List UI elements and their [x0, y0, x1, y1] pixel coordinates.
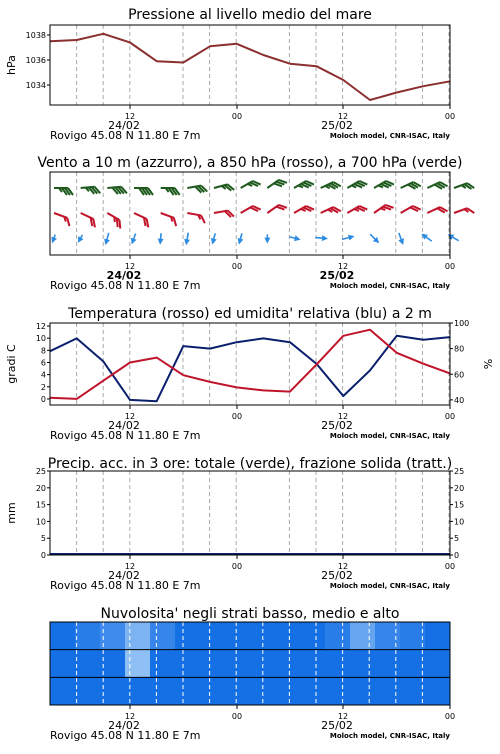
- cloud-cell: [350, 650, 376, 678]
- day-label: 25/02: [321, 569, 353, 582]
- panel-2: [37, 155, 474, 292]
- cloud-cell: [125, 650, 151, 678]
- cloud-cell: [100, 622, 126, 650]
- cloud-cell: [300, 622, 326, 650]
- grid-lines: [77, 323, 449, 405]
- arrow-head: [398, 238, 406, 246]
- wind-barb: [374, 202, 394, 219]
- y-axis-label-right: %: [482, 358, 495, 370]
- x-tick-label: 12: [124, 112, 136, 121]
- pressure-line: [50, 34, 450, 100]
- cloud-cell: [425, 677, 451, 705]
- arrow-head: [348, 233, 355, 240]
- time-axis: [50, 255, 455, 292]
- day-label: 24/02: [106, 269, 142, 282]
- wind-arrow: [446, 232, 460, 244]
- panel-border: [50, 471, 450, 555]
- panel-border: [50, 323, 450, 405]
- arrow-head: [264, 238, 270, 244]
- cloud-cell: [325, 650, 351, 678]
- wind-arrow: [183, 232, 191, 246]
- cloud-cell: [225, 677, 251, 705]
- cloud-cell: [300, 650, 326, 678]
- wind-barb: [187, 185, 207, 195]
- wind-barb: [321, 205, 341, 219]
- wind-barb: [401, 180, 421, 194]
- y-tick-label: 100: [454, 319, 470, 328]
- cloud-cell: [100, 650, 126, 678]
- cloud-cell: [125, 677, 151, 705]
- x-tick-label: 12: [337, 412, 349, 421]
- x-tick-label: 00: [444, 412, 456, 421]
- location-label: Rovigo 45.08 N 11.80 E 7m: [50, 279, 201, 292]
- wind-barb: [321, 180, 341, 194]
- panel-title: Pressione al livello medio del mare: [128, 7, 372, 23]
- x-tick-label: 00: [231, 562, 243, 571]
- y-tick-label: 6: [40, 358, 46, 368]
- wind-arrow: [396, 232, 406, 246]
- day-label: 24/02: [108, 569, 140, 582]
- day-label: 25/02: [321, 719, 353, 732]
- wind-barb: [267, 202, 287, 219]
- day-label: 25/02: [321, 419, 353, 432]
- y-tick-label: 80: [454, 344, 465, 354]
- y-tick-label: 2: [40, 382, 46, 392]
- wind-barb: [374, 179, 394, 195]
- y-axis: [26, 31, 50, 90]
- time-axis: [50, 555, 455, 592]
- x-tick-label: 12: [124, 412, 136, 421]
- panel-title: Precip. acc. in 3 ore: totale (verde), frazione solida (tratt.): [47, 456, 453, 472]
- panel-4: [5, 456, 464, 592]
- y-tick-label: 10: [454, 517, 465, 527]
- arrow-head: [294, 235, 301, 242]
- y-tick-label: 60: [454, 370, 465, 380]
- cloud-cell: [50, 650, 76, 678]
- cloud-cell: [75, 677, 101, 705]
- panel-5: [50, 606, 455, 742]
- x-tick-label: 00: [444, 712, 456, 721]
- cloud-cell: [200, 650, 226, 678]
- cloud-cell: [225, 650, 251, 678]
- cloud-cell: [50, 622, 76, 650]
- day-label: 25/02: [321, 119, 353, 132]
- day-label: 24/02: [108, 719, 140, 732]
- wind-arrow: [209, 233, 218, 246]
- x-tick-label: 12: [337, 712, 349, 721]
- y-tick-label: 10: [35, 334, 46, 344]
- day-label: 24/02: [108, 119, 140, 132]
- grid-lines: [77, 471, 449, 555]
- y-tick-label: 1038: [25, 31, 46, 40]
- x-tick-label: 12: [337, 262, 349, 271]
- cloud-cell: [75, 622, 101, 650]
- y-axis-label: hPa: [5, 55, 18, 75]
- cloud-cell: [325, 677, 351, 705]
- cloud-cell: [400, 622, 426, 650]
- cloud-cell: [50, 677, 76, 705]
- cloud-cell: [425, 650, 451, 678]
- x-tick-label: 00: [231, 262, 243, 271]
- day-label: 25/02: [319, 269, 355, 282]
- model-credit: Moloch model, CNR-ISAC, Italy: [329, 282, 450, 290]
- wind-arrow: [103, 232, 112, 246]
- panel-title: Temperatura (rosso) ed umidita' relativa (blu) a 2 m: [68, 306, 432, 322]
- wind-barb: [427, 180, 447, 194]
- wind-barb: [347, 179, 367, 195]
- y-tick-label: 8: [40, 346, 46, 356]
- wind-barb: [134, 188, 153, 195]
- arrow-head: [157, 239, 164, 246]
- y-tick-label: 4: [40, 370, 46, 380]
- wind-arrow: [341, 233, 355, 242]
- arrow-head: [236, 238, 243, 245]
- wind-arrow: [420, 231, 434, 243]
- x-tick-label: 00: [231, 112, 243, 121]
- y-tick-label: 5: [454, 534, 460, 544]
- wind-barb: [214, 210, 234, 220]
- cloud-cell: [350, 622, 376, 650]
- y-axis-right: [450, 467, 464, 560]
- wind-barb: [161, 188, 180, 195]
- x-tick-label: 12: [124, 562, 136, 571]
- cloud-cells: [50, 622, 451, 705]
- y-axis-right: [450, 319, 469, 405]
- time-axis: [50, 405, 455, 442]
- wind-barb: [427, 205, 447, 219]
- y-axis-label: mm: [5, 502, 18, 524]
- cloud-cell: [150, 650, 176, 678]
- model-credit: Moloch model, CNR-ISAC, Italy: [329, 432, 450, 440]
- wind-arrow: [368, 232, 381, 245]
- barb-feather: [200, 215, 206, 223]
- cloud-cell: [400, 650, 426, 678]
- y-tick-label: 20: [35, 483, 46, 493]
- x-tick-label: 00: [231, 712, 243, 721]
- panel-title: Nuvolosita' negli strati basso, medio e alto: [100, 606, 400, 622]
- wind-barb: [131, 213, 151, 227]
- wind-barb: [54, 188, 73, 195]
- wind-barb: [241, 179, 261, 195]
- cloud-cell: [325, 622, 351, 650]
- x-tick-label: 12: [337, 112, 349, 121]
- cloud-cell: [225, 622, 251, 650]
- wind-arrow: [264, 234, 270, 243]
- wind-barb: [214, 183, 234, 195]
- wind-arrow: [315, 235, 328, 242]
- cloud-cell: [200, 622, 226, 650]
- wind-arrow: [289, 234, 302, 243]
- wind-10m-row: [49, 231, 460, 246]
- wind-barb: [104, 213, 124, 229]
- cloud-cell: [275, 650, 301, 678]
- y-tick-label: 15: [35, 500, 46, 510]
- location-label: Rovigo 45.08 N 11.80 E 7m: [50, 579, 201, 592]
- y-tick-label: 15: [454, 500, 465, 510]
- day-label: 24/02: [108, 419, 140, 432]
- cloud-cell: [100, 677, 126, 705]
- cloud-cell: [400, 677, 426, 705]
- cloud-cell: [275, 622, 301, 650]
- time-axis: [50, 105, 455, 142]
- humidity-line: [50, 336, 450, 401]
- cloud-cell: [200, 677, 226, 705]
- wind-barb: [294, 179, 314, 195]
- wind-barb: [401, 204, 421, 220]
- y-tick-label: 40: [454, 395, 465, 405]
- cloud-cell: [125, 622, 151, 650]
- x-tick-label: 00: [444, 112, 456, 121]
- cloud-cell: [150, 677, 176, 705]
- y-tick-label: 12: [35, 322, 46, 332]
- y-tick-label: 25: [454, 467, 465, 476]
- wind-barb: [294, 204, 314, 220]
- x-tick-label: 12: [337, 562, 349, 571]
- model-credit: Moloch model, CNR-ISAC, Italy: [329, 732, 450, 740]
- y-tick-label: 1036: [25, 56, 46, 65]
- wind-barb: [347, 204, 367, 220]
- wind-barb: [158, 213, 178, 226]
- cloud-cell: [350, 677, 376, 705]
- wind-arrow: [157, 233, 164, 245]
- wind-barb: [454, 207, 474, 220]
- wind-barb: [78, 213, 98, 227]
- wind-barb: [241, 204, 261, 220]
- location-label: Rovigo 45.08 N 11.80 E 7m: [50, 429, 201, 442]
- y-tick-label: 5: [40, 534, 46, 544]
- model-credit: Moloch model, CNR-ISAC, Italy: [329, 582, 450, 590]
- cloud-cell: [375, 677, 401, 705]
- y-tick-label: 25: [35, 467, 46, 476]
- y-axis-left: [36, 322, 50, 404]
- x-tick-label: 00: [444, 562, 456, 571]
- y-tick-label: 10: [35, 517, 46, 527]
- cloud-cell: [425, 622, 451, 650]
- arrow-head: [183, 239, 190, 246]
- wind-barb: [454, 182, 474, 195]
- cloud-cell: [275, 677, 301, 705]
- arrow-head: [209, 238, 216, 245]
- location-label: Rovigo 45.08 N 11.80 E 7m: [50, 129, 201, 142]
- cloud-cell: [175, 650, 201, 678]
- wind-barb: [52, 213, 72, 226]
- cloud-cell: [175, 677, 201, 705]
- y-tick-label: 0: [40, 394, 46, 404]
- cloud-cell: [150, 622, 176, 650]
- time-axis: [50, 705, 455, 742]
- y-tick-label: 0: [454, 551, 460, 560]
- wind-barb: [107, 186, 127, 195]
- y-tick-label: 1034: [25, 81, 46, 90]
- wind-barb: [81, 186, 101, 195]
- x-tick-label: 00: [444, 262, 456, 271]
- location-label: Rovigo 45.08 N 11.80 E 7m: [50, 729, 201, 742]
- x-tick-label: 12: [124, 712, 136, 721]
- model-credit: Moloch model, CNR-ISAC, Italy: [329, 132, 450, 140]
- panel-1: [5, 7, 455, 142]
- cloud-cell: [75, 650, 101, 678]
- wind-700-row: [54, 177, 474, 195]
- wind-barb: [186, 213, 206, 223]
- arrow-head: [322, 235, 329, 242]
- wind-arrow: [236, 233, 245, 246]
- cloud-cell: [300, 677, 326, 705]
- cloud-cell: [375, 622, 401, 650]
- cloud-cell: [175, 622, 201, 650]
- wind-arrow: [49, 234, 58, 245]
- cloud-cell: [375, 650, 401, 678]
- wind-barb: [267, 177, 287, 194]
- x-tick-label: 00: [231, 412, 243, 421]
- y-tick-label: 0: [40, 551, 46, 560]
- wind-850-row: [52, 202, 475, 228]
- panel-title: Vento a 10 m (azzurro), a 850 hPa (rosso), a 700 hPa (verde): [37, 155, 463, 171]
- y-axis-left: [36, 467, 50, 560]
- panel-3: [5, 306, 495, 442]
- x-tick-label: 12: [124, 262, 136, 271]
- y-axis-label-left: gradi C: [5, 344, 18, 384]
- y-tick-label: 20: [454, 483, 465, 493]
